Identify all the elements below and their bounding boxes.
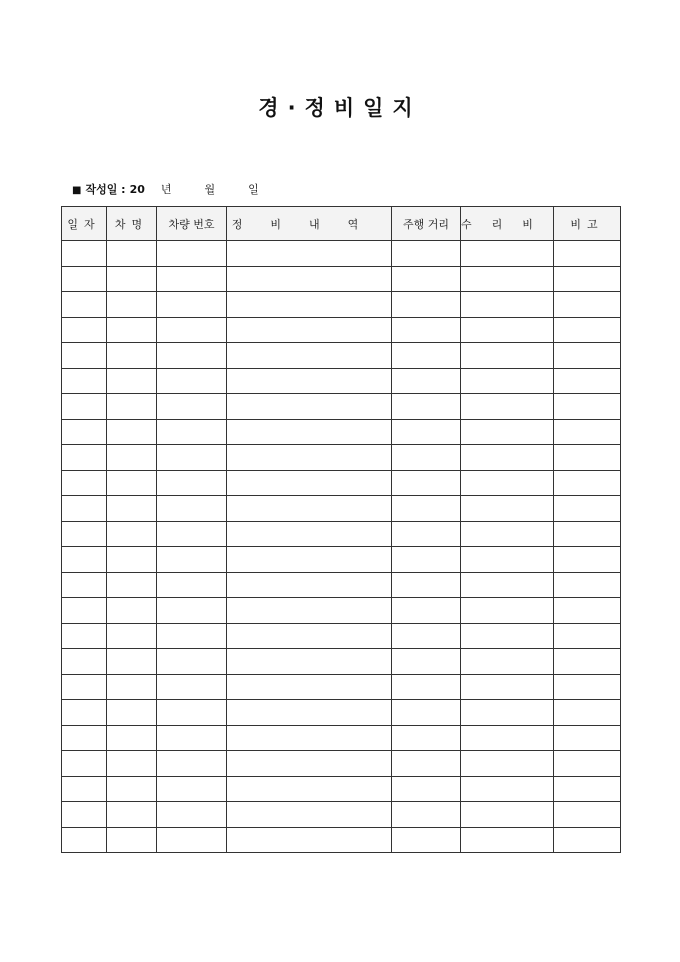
cell-mileage[interactable] [392, 317, 461, 343]
cell-remarks[interactable] [554, 496, 621, 522]
cell-maintenance-details[interactable] [227, 317, 392, 343]
cell-car-name[interactable] [107, 521, 157, 547]
table-row [62, 827, 621, 853]
cell-date[interactable] [62, 521, 107, 547]
cell-date[interactable] [62, 419, 107, 445]
cell-car-name[interactable] [107, 547, 157, 573]
year-unit: 년 [160, 183, 172, 196]
cell-mileage[interactable] [392, 700, 461, 726]
cell-remarks[interactable] [554, 700, 621, 726]
cell-plate-number[interactable] [157, 802, 227, 828]
cell-date[interactable] [62, 649, 107, 675]
cell-car-name[interactable] [107, 776, 157, 802]
cell-repair-cost[interactable] [461, 827, 554, 853]
cell-plate-number[interactable] [157, 572, 227, 598]
cell-plate-number[interactable] [157, 241, 227, 267]
cell-repair-cost[interactable] [461, 725, 554, 751]
cell-plate-number[interactable] [157, 266, 227, 292]
cell-remarks[interactable] [554, 751, 621, 777]
header-remarks: 비고 [554, 207, 621, 241]
cell-date[interactable] [62, 827, 107, 853]
cell-maintenance-details[interactable] [227, 674, 392, 700]
cell-maintenance-details[interactable] [227, 241, 392, 267]
cell-repair-cost[interactable] [461, 445, 554, 471]
cell-repair-cost[interactable] [461, 547, 554, 573]
cell-remarks[interactable] [554, 343, 621, 369]
cell-mileage[interactable] [392, 241, 461, 267]
cell-maintenance-details[interactable] [227, 572, 392, 598]
table-row [62, 674, 621, 700]
cell-repair-cost[interactable] [461, 776, 554, 802]
table-row [62, 445, 621, 471]
cell-plate-number[interactable] [157, 649, 227, 675]
cell-date[interactable] [62, 266, 107, 292]
cell-maintenance-details[interactable] [227, 343, 392, 369]
cell-car-name[interactable] [107, 623, 157, 649]
cell-remarks[interactable] [554, 394, 621, 420]
cell-remarks[interactable] [554, 802, 621, 828]
cell-car-name[interactable] [107, 802, 157, 828]
cell-plate-number[interactable] [157, 419, 227, 445]
cell-date[interactable] [62, 623, 107, 649]
cell-date[interactable] [62, 394, 107, 420]
cell-maintenance-details[interactable] [227, 776, 392, 802]
cell-remarks[interactable] [554, 674, 621, 700]
table-row [62, 470, 621, 496]
cell-mileage[interactable] [392, 419, 461, 445]
cell-repair-cost[interactable] [461, 649, 554, 675]
header-mileage: 주행 거리 [392, 207, 461, 241]
table-row [62, 419, 621, 445]
table-row [62, 292, 621, 318]
cell-plate-number[interactable] [157, 598, 227, 624]
cell-mileage[interactable] [392, 496, 461, 522]
table-row [62, 751, 621, 777]
cell-car-name[interactable] [107, 470, 157, 496]
cell-mileage[interactable] [392, 292, 461, 318]
year-prefix: 20 [129, 183, 145, 196]
header-repair-cost: 수리비 [461, 207, 554, 241]
cell-remarks[interactable] [554, 521, 621, 547]
cell-maintenance-details[interactable] [227, 266, 392, 292]
cell-remarks[interactable] [554, 470, 621, 496]
cell-remarks[interactable] [554, 649, 621, 675]
cell-date[interactable] [62, 343, 107, 369]
cell-maintenance-details[interactable] [227, 598, 392, 624]
cell-plate-number[interactable] [157, 317, 227, 343]
table-row [62, 394, 621, 420]
cell-remarks[interactable] [554, 368, 621, 394]
table-row [62, 572, 621, 598]
cell-car-name[interactable] [107, 496, 157, 522]
cell-car-name[interactable] [107, 266, 157, 292]
header-maintenance-details: 정비내역 [227, 207, 392, 241]
cell-repair-cost[interactable] [461, 496, 554, 522]
cell-date[interactable] [62, 470, 107, 496]
cell-repair-cost[interactable] [461, 572, 554, 598]
cell-repair-cost[interactable] [461, 623, 554, 649]
cell-mileage[interactable] [392, 623, 461, 649]
header-date: 일자 [62, 207, 107, 241]
cell-maintenance-details[interactable] [227, 521, 392, 547]
cell-date[interactable] [62, 751, 107, 777]
cell-mileage[interactable] [392, 674, 461, 700]
cell-remarks[interactable] [554, 776, 621, 802]
table-row [62, 623, 621, 649]
cell-mileage[interactable] [392, 470, 461, 496]
table-row [62, 598, 621, 624]
cell-date[interactable] [62, 368, 107, 394]
cell-remarks[interactable] [554, 419, 621, 445]
cell-date[interactable] [62, 496, 107, 522]
cell-remarks[interactable] [554, 725, 621, 751]
cell-mileage[interactable] [392, 725, 461, 751]
cell-plate-number[interactable] [157, 521, 227, 547]
cell-car-name[interactable] [107, 343, 157, 369]
cell-car-name[interactable] [107, 674, 157, 700]
header-car-name: 차명 [107, 207, 157, 241]
cell-plate-number[interactable] [157, 725, 227, 751]
cell-maintenance-details[interactable] [227, 496, 392, 522]
cell-mileage[interactable] [392, 598, 461, 624]
cell-mileage[interactable] [392, 802, 461, 828]
cell-car-name[interactable] [107, 368, 157, 394]
cell-car-name[interactable] [107, 725, 157, 751]
written-date-label: 작성일 : [85, 183, 126, 196]
table-row [62, 725, 621, 751]
day-unit: 일 [248, 183, 259, 196]
cell-repair-cost[interactable] [461, 317, 554, 343]
cell-plate-number[interactable] [157, 470, 227, 496]
cell-plate-number[interactable] [157, 496, 227, 522]
written-date-line [72, 181, 259, 197]
cell-date[interactable] [62, 317, 107, 343]
cell-plate-number[interactable] [157, 292, 227, 318]
cell-date[interactable] [62, 598, 107, 624]
cell-mileage[interactable] [392, 343, 461, 369]
cell-maintenance-details[interactable] [227, 292, 392, 318]
cell-car-name[interactable] [107, 827, 157, 853]
page-title: 경·정비일지 [258, 96, 422, 120]
cell-mileage[interactable] [392, 368, 461, 394]
cell-plate-number[interactable] [157, 827, 227, 853]
table-row [62, 649, 621, 675]
table-row [62, 266, 621, 292]
cell-remarks[interactable] [554, 266, 621, 292]
cell-mileage[interactable] [392, 751, 461, 777]
cell-mileage[interactable] [392, 776, 461, 802]
cell-maintenance-details[interactable] [227, 649, 392, 675]
cell-repair-cost[interactable] [461, 674, 554, 700]
cell-plate-number[interactable] [157, 445, 227, 471]
cell-repair-cost[interactable] [461, 266, 554, 292]
cell-repair-cost[interactable] [461, 521, 554, 547]
cell-repair-cost[interactable] [461, 598, 554, 624]
table-body [62, 241, 621, 853]
cell-maintenance-details[interactable] [227, 700, 392, 726]
cell-car-name[interactable] [107, 317, 157, 343]
cell-plate-number[interactable] [157, 776, 227, 802]
cell-repair-cost[interactable] [461, 394, 554, 420]
cell-date[interactable] [62, 445, 107, 471]
cell-car-name[interactable] [107, 598, 157, 624]
cell-car-name[interactable] [107, 751, 157, 777]
cell-mileage[interactable] [392, 827, 461, 853]
cell-remarks[interactable] [554, 317, 621, 343]
cell-remarks[interactable] [554, 241, 621, 267]
cell-repair-cost[interactable] [461, 241, 554, 267]
table-row [62, 802, 621, 828]
table-row [62, 368, 621, 394]
cell-maintenance-details[interactable] [227, 827, 392, 853]
table-row [62, 241, 621, 267]
cell-car-name[interactable] [107, 292, 157, 318]
cell-maintenance-details[interactable] [227, 445, 392, 471]
table-row [62, 496, 621, 522]
cell-plate-number[interactable] [157, 394, 227, 420]
cell-car-name[interactable] [107, 394, 157, 420]
cell-plate-number[interactable] [157, 623, 227, 649]
header-plate-number: 차량 번호 [157, 207, 227, 241]
cell-mileage[interactable] [392, 649, 461, 675]
cell-maintenance-details[interactable] [227, 751, 392, 777]
square-bullet-icon: ■ [72, 185, 82, 196]
cell-date[interactable] [62, 547, 107, 573]
cell-date[interactable] [62, 674, 107, 700]
cell-remarks[interactable] [554, 598, 621, 624]
cell-repair-cost[interactable] [461, 343, 554, 369]
cell-repair-cost[interactable] [461, 802, 554, 828]
cell-date[interactable] [62, 802, 107, 828]
cell-remarks[interactable] [554, 623, 621, 649]
cell-plate-number[interactable] [157, 751, 227, 777]
cell-car-name[interactable] [107, 241, 157, 267]
cell-remarks[interactable] [554, 827, 621, 853]
table-row [62, 343, 621, 369]
cell-maintenance-details[interactable] [227, 725, 392, 751]
cell-car-name[interactable] [107, 572, 157, 598]
cell-repair-cost[interactable] [461, 419, 554, 445]
cell-remarks[interactable] [554, 445, 621, 471]
cell-repair-cost[interactable] [461, 368, 554, 394]
cell-date[interactable] [62, 292, 107, 318]
cell-maintenance-details[interactable] [227, 419, 392, 445]
cell-maintenance-details[interactable] [227, 470, 392, 496]
cell-date[interactable] [62, 572, 107, 598]
cell-remarks[interactable] [554, 292, 621, 318]
maintenance-log-table [61, 206, 621, 853]
cell-plate-number[interactable] [157, 343, 227, 369]
cell-date[interactable] [62, 700, 107, 726]
month-unit: 월 [204, 183, 216, 196]
cell-car-name[interactable] [107, 700, 157, 726]
cell-repair-cost[interactable] [461, 751, 554, 777]
cell-date[interactable] [62, 241, 107, 267]
table-row [62, 547, 621, 573]
cell-repair-cost[interactable] [461, 700, 554, 726]
cell-repair-cost[interactable] [461, 470, 554, 496]
cell-remarks[interactable] [554, 572, 621, 598]
cell-plate-number[interactable] [157, 368, 227, 394]
table-row [62, 317, 621, 343]
cell-plate-number[interactable] [157, 547, 227, 573]
cell-maintenance-details[interactable] [227, 368, 392, 394]
cell-maintenance-details[interactable] [227, 394, 392, 420]
cell-mileage[interactable] [392, 266, 461, 292]
cell-mileage[interactable] [392, 394, 461, 420]
table-row [62, 521, 621, 547]
cell-maintenance-details[interactable] [227, 802, 392, 828]
cell-repair-cost[interactable] [461, 292, 554, 318]
cell-mileage[interactable] [392, 572, 461, 598]
cell-mileage[interactable] [392, 445, 461, 471]
cell-mileage[interactable] [392, 547, 461, 573]
table-row [62, 700, 621, 726]
table-header-row [62, 207, 621, 241]
cell-car-name[interactable] [107, 445, 157, 471]
cell-maintenance-details[interactable] [227, 547, 392, 573]
cell-plate-number[interactable] [157, 700, 227, 726]
cell-date[interactable] [62, 725, 107, 751]
table-row [62, 776, 621, 802]
cell-plate-number[interactable] [157, 674, 227, 700]
cell-maintenance-details[interactable] [227, 623, 392, 649]
cell-car-name[interactable] [107, 419, 157, 445]
cell-car-name[interactable] [107, 649, 157, 675]
cell-mileage[interactable] [392, 521, 461, 547]
cell-remarks[interactable] [554, 547, 621, 573]
cell-date[interactable] [62, 776, 107, 802]
